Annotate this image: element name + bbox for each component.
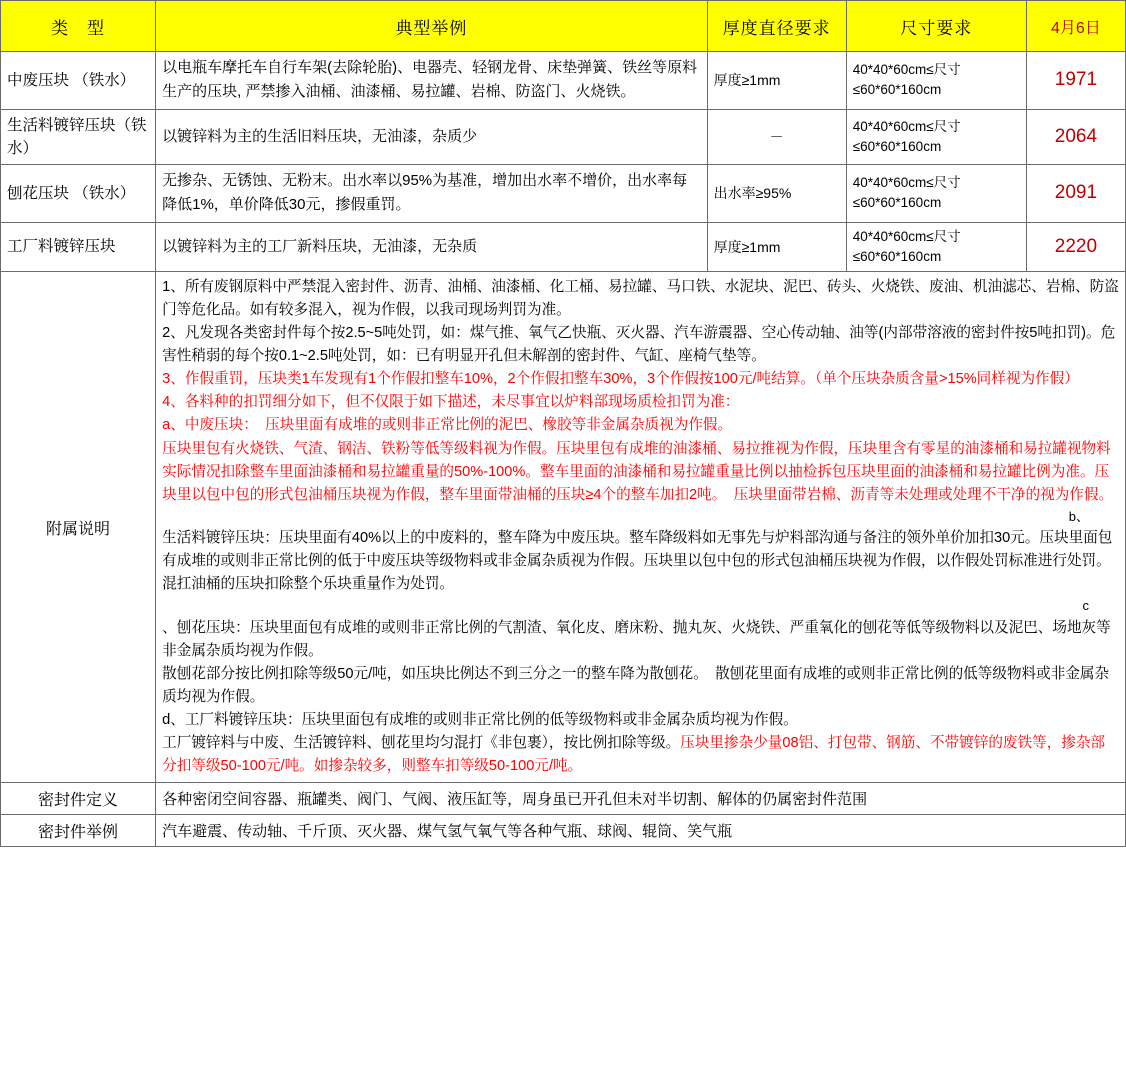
note-paragraph: 3、作假重罚，压块类1车发现有1个作假扣整车10%，2个作假扣整车30%，3个作假按100元/吨结算。（单个压块杂质含量>15%同样视为作假） (162, 371, 1079, 388)
table-header-row (1, 1, 1126, 52)
row-price: 1971 (1026, 52, 1125, 110)
row-size: 40*40*60cm≤尺寸≤60*60*160cm (846, 52, 1026, 110)
header-date: 4月6日 (1026, 1, 1125, 52)
note-paragraph: 2、凡发现各类密封件每个按2.5~5吨处罚，如：煤气推、氧气乙快瓶、灭火器、汽车游震器、空心传动轴、油等(内部带溶液的密封件按5吨扣罚)。危害性稍弱的每个按0.1~2.5吨处罚，如：已有明显开孔但未解剖的密封件、气缸、座椅气垫等。 (162, 325, 1116, 365)
row-size: 40*40*60cm≤尺寸≤60*60*160cm (846, 222, 1026, 272)
definition-row (1, 815, 1126, 847)
row-thickness: 出水率≥95% (707, 165, 846, 223)
row-example: 无掺杂、无锈蚀、无粉末。出水率以95%为基准，增加出水率不增价，出水率每降低1%，单价降低30元，掺假重罚。 (156, 165, 707, 223)
definition-row (1, 783, 1126, 815)
note-letter-c: c (1082, 598, 1089, 614)
header-example: 典型举例 (156, 1, 707, 52)
note-black-prefix: 工厂镀锌料与中废、生活镀锌料、刨花里均匀混打《非包裹），按比例扣除等级。 (162, 735, 681, 752)
row-price: 2091 (1026, 165, 1125, 223)
note-paragraph-mixed (162, 732, 1119, 778)
row-type: 刨花压块 （铁水） (1, 165, 156, 223)
row-example: 以电瓶车摩托车自行车架(去除轮胎)、电器壳、轻钢龙骨、床垫弹簧、铁丝等原料生产的压块, 严禁掺入油桶、油漆桶、易拉罐、岩棉、防盗门、火烧铁。 (156, 52, 707, 110)
note-paragraph: 1、所有废钢原料中严禁混入密封件、沥青、油桶、油漆桶、化工桶、易拉罐、马口铁、水泥块、泥巴、砖头、火烧铁、废油、机油滤芯、岩棉、防盗门等危化品。如有较多混入，视为作假，以我司现场判罚为准。 (162, 279, 1119, 319)
table-row (1, 165, 1126, 223)
row-type: 中废压块 （铁水） (1, 52, 156, 110)
table-row (1, 109, 1126, 165)
row-type: 生活料镀锌压块（铁水） (1, 109, 156, 165)
header-thickness: 厚度直径要求 (707, 1, 846, 52)
table-row (1, 52, 1126, 110)
row-price: 2220 (1026, 222, 1125, 272)
note-letter-b: b、 (1068, 508, 1089, 524)
note-paragraph: d、工厂料镀锌压块：压块里面包有成堆的或则非正常比例的低等级物料或非金属杂质均视为作假。 (162, 712, 798, 729)
row-thickness: － (707, 109, 846, 165)
row-size: 40*40*60cm≤尺寸≤60*60*160cm (846, 109, 1026, 165)
table-row (1, 222, 1126, 272)
row-type: 工厂料镀锌压块 (1, 222, 156, 272)
definition-body: 汽车避震、传动轴、千斤顶、灭火器、煤气氢气氧气等各种气瓶、球阀、辊筒、笑气瓶 (156, 815, 1126, 847)
header-type: 类 型 (1, 1, 156, 52)
definition-label: 密封件定义 (1, 783, 156, 815)
row-thickness: 厚度≥1mm (707, 222, 846, 272)
notes-row (1, 272, 1126, 783)
note-paragraph: 、刨花压块：压块里面包有成堆的或则非正常比例的气割渣、氧化皮、磨床粉、抛丸灰、火烧铁、严重氧化的刨花等低等级物料以及泥巴、场地灰等非金属杂质均视为作假。 (162, 619, 1111, 659)
note-red-tail: 压块里掺杂少量08铝、打包带、钢筋、不带镀锌的废铁等，掺杂部分扣等级50-100元/吨。如掺杂较多，则整车扣等级50-100元/吨。 (162, 735, 1106, 775)
note-paragraph: a、中废压块： 压块里面有成堆的或则非正常比例的泥巴、橡胶等非金属杂质视为作假。 (162, 417, 733, 434)
definition-label: 密封件举例 (1, 815, 156, 847)
row-example: 以镀锌料为主的生活旧料压块，无油漆，杂质少 (156, 109, 707, 165)
row-thickness: 厚度≥1mm (707, 52, 846, 110)
notes-label: 附属说明 (1, 272, 156, 783)
note-paragraph: 4、各料种的扣罚细分如下，但不仅限于如下描述，未尽事宜以炉料部现场质检扣罚为准： (162, 394, 740, 411)
row-price: 2064 (1026, 109, 1125, 165)
row-size: 40*40*60cm≤尺寸≤60*60*160cm (846, 165, 1026, 223)
note-paragraph: 压块里包有火烧铁、气渣、钢洁、铁粉等低等级料视为作假。压块里包有成堆的油漆桶、易拉推视为作假，压块里含有零星的油漆桶和易拉罐视物料实际情况扣除整车里面油漆桶和易拉罐重量的50%-100%。整车里面的油漆桶和易拉罐重量比例以抽检拆包压块里面的油漆桶和易拉罐比例为准。压块里以包中包的形式包油桶压块视为作假，整车里面带油桶的压块≥4个的整车加扣2吨。 压块里面带岩棉、沥青等未处理或处理不干净的视为作假。 (162, 440, 1114, 503)
definition-body: 各种密闭空间容器、瓶罐类、阀门、气阀、液压缸等，周身虽已开孔但未对半切割、解体的仍属密封件范围 (156, 783, 1126, 815)
note-paragraph: 生活料镀锌压块：压块里面有40%以上的中废料的，整车降为中废压块。整车降级料如无事先与炉料部沟通与备注的领外单价加扣30元。压块里面包有成堆的或则非正常比例的低于中废压块等级物料或非金属杂质视为作假。压块里以包中包的形式包油桶压块视为作假，以作假处罚标准进行处罚。混扛油桶的压块扣除整个乐块重量作为处罚。 (162, 530, 1113, 593)
header-size: 尺寸要求 (846, 1, 1026, 52)
note-paragraph: 散刨花部分按比例扣除等级50元/吨，如压块比例达不到三分之一的整车降为散刨花。 散刨花里面有成堆的或则非正常比例的低等级物料或非金属杂质均视为作假。 (162, 665, 1110, 705)
row-example: 以镀锌料为主的工厂新料压块，无油漆，无杂质 (156, 222, 707, 272)
notes-body (156, 272, 1126, 783)
